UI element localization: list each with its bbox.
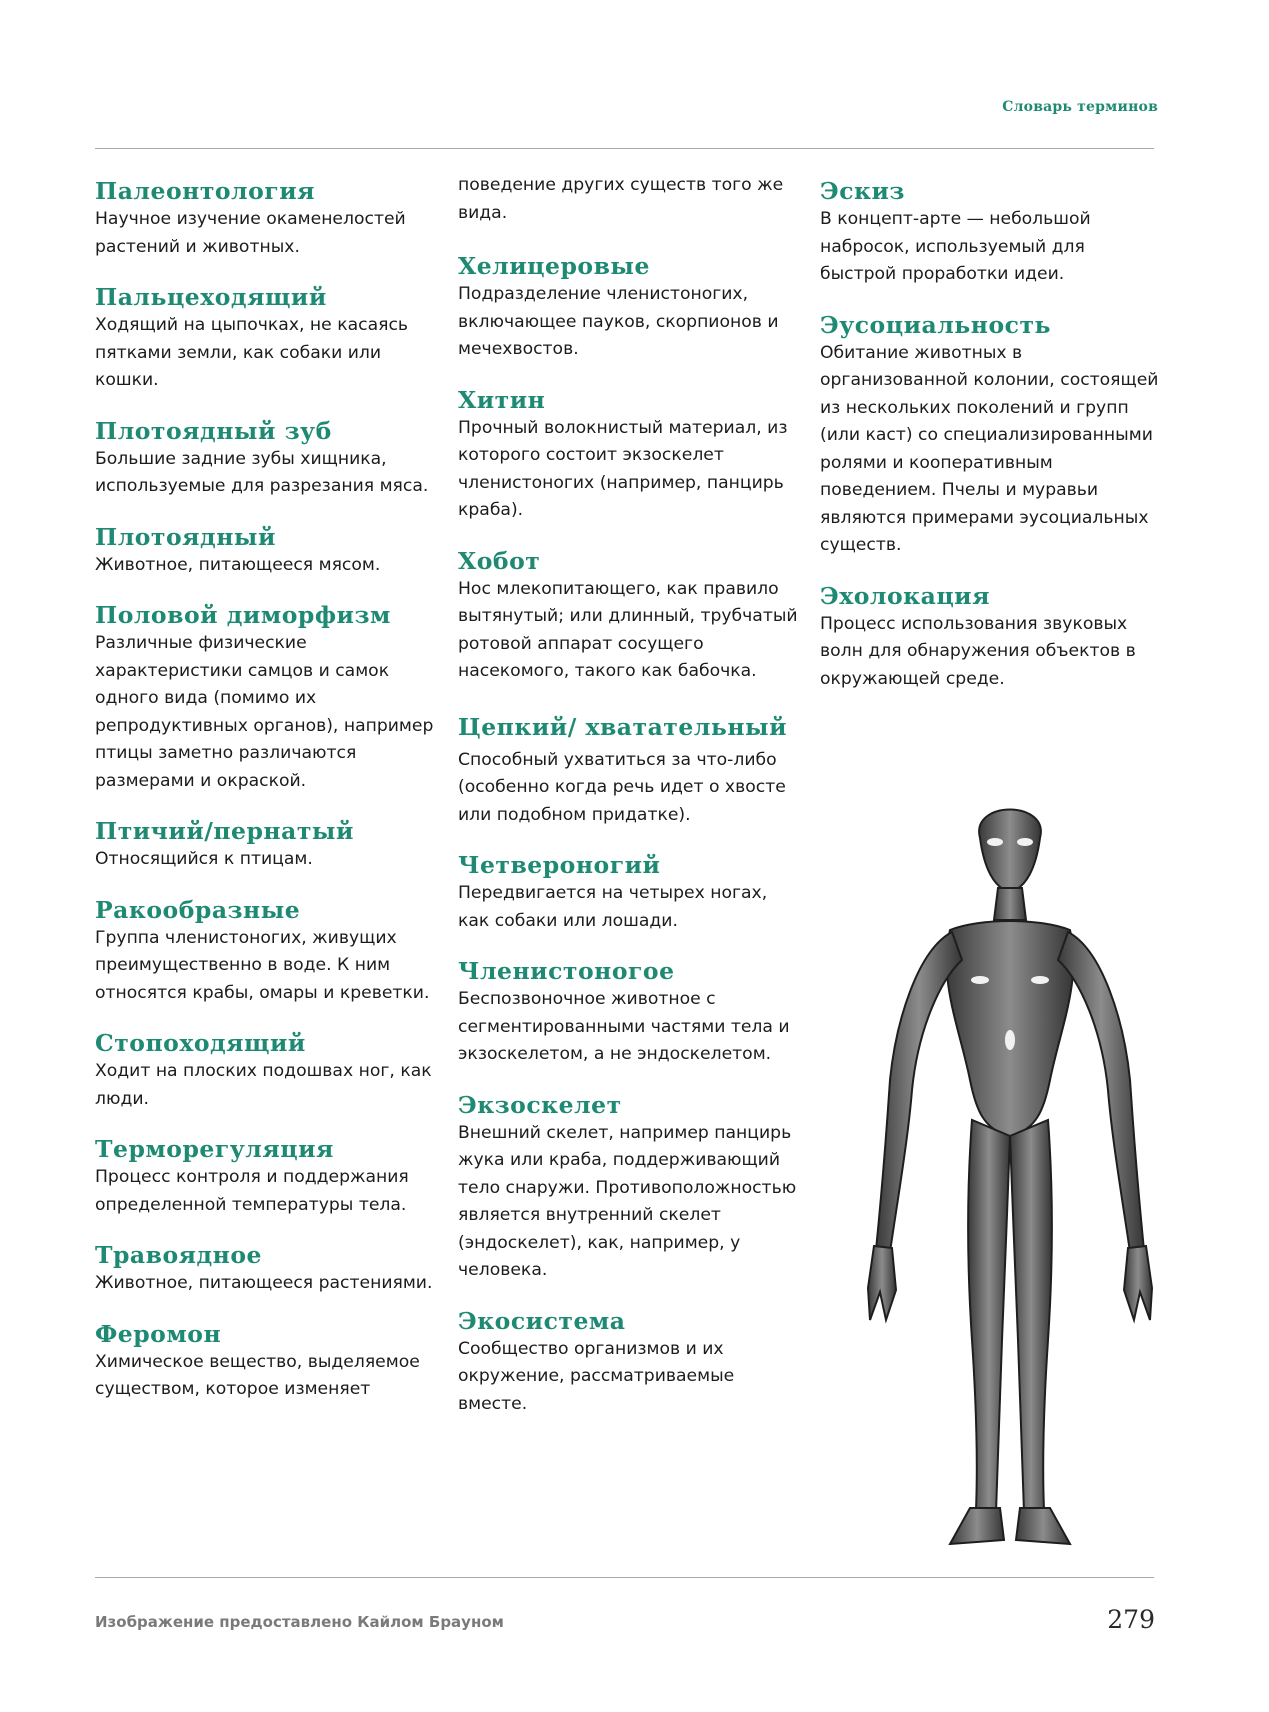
glossary-entry (458, 251, 798, 364)
glossary-entry (95, 522, 435, 580)
running-header: Словарь терминов (1002, 99, 1158, 115)
glossary-term: Эусоциальность (820, 310, 1051, 339)
bottom-rule (95, 1577, 1154, 1578)
glossary-definition: Способный ухватиться за что-либо (особенно когда речь идет о хвосте или подобном придатке). (458, 749, 786, 825)
glossary-term: Палеонтология (95, 177, 315, 205)
glossary-column-3 (820, 176, 1160, 714)
glossary-term: Эскиз (820, 177, 905, 205)
definition-continuation: поведение других существ того же вида. (458, 175, 784, 223)
glossary-term: Стопоходящий (95, 1029, 306, 1057)
glossary-term: Хелицеровые (458, 252, 650, 280)
glossary-entry (458, 1306, 798, 1419)
page-number: 279 (1107, 1605, 1155, 1634)
glossary-term: Плотоядный зуб (95, 416, 332, 445)
glossary-entry (820, 310, 1160, 560)
glossary-term: Травоядное (95, 1241, 262, 1269)
glossary-column-2 (458, 175, 798, 1439)
glossary-entry (458, 956, 798, 1069)
glossary-definition: В концепт-арте — небольшой набросок, используемый для быстрой проработки идеи. (820, 209, 1091, 284)
glossary-definition: Относящийся к птицам. (95, 849, 313, 869)
glossary-term: Экзоскелет (458, 1090, 622, 1119)
glossary-term: Феромон (95, 1319, 222, 1348)
glossary-definition: Беспозвоночное животное с сегментированными частями тела и экзоскелетом, а не эндоскелетом. (458, 989, 790, 1064)
glossary-definition: Нос млекопитающего, как правило вытянутый; или длинный, трубчатый ротовой аппарат сосущего насекомого, такого как бабочка. (458, 578, 798, 681)
glossary-entry (95, 282, 435, 395)
glossary-term: Птичий/пернатый (95, 817, 354, 845)
glossary-definition: Процесс использования звуковых волн для обнаружения объектов в окружающей среде. (820, 613, 1136, 689)
glossary-definition: Различные физические характеристики самцов и самок одного вида (помимо их репродуктивных органов), например птицы заметно различаются размерами и окраской. (95, 633, 434, 791)
glossary-term: Членистоногое (458, 957, 675, 985)
glossary-entry (95, 176, 435, 261)
glossary-entry (95, 1319, 435, 1404)
glossary-definition: Ходящий на цыпочках, не касаясь пятками земли, как собаки или кошки. (95, 315, 409, 390)
glossary-term: Четвероногий (458, 851, 661, 879)
glossary-entry (95, 816, 435, 874)
glossary-definition: Большие задние зубы хищника, используемые для разрезания мяса. (95, 448, 429, 496)
glossary-definition: Подразделение членистоногих, включающее пауков, скорпионов и мечехвостов. (458, 284, 779, 359)
glossary-entry (820, 176, 1160, 289)
glossary-entry (95, 1028, 435, 1113)
glossary-entry (458, 546, 798, 686)
glossary-entry (458, 1090, 798, 1285)
glossary-entry (95, 895, 435, 1008)
glossary-definition: Обитание животных в организованной колонии, состоящей из нескольких поколений и групп (или каст) со специализированными ролями и кооперативным поведением. Пчелы и муравьи являются примерами эусоциальных существ. (820, 342, 1159, 555)
glossary-term: Пальцеходящий (95, 283, 327, 311)
glossary-term: Ракообразные (95, 895, 301, 924)
glossary-definition: Химическое вещество, выделяемое существом, которое изменяет (95, 1351, 420, 1399)
glossary-column-1 (95, 176, 435, 1425)
glossary-term: Хитин (458, 385, 546, 414)
glossary-entry (458, 850, 798, 935)
glossary-entry (458, 385, 798, 525)
glossary-definition: Процесс контроля и поддержания определенной температуры тела. (95, 1167, 409, 1215)
glossary-definition: Внешний скелет, например панцирь жука или краба, поддерживающий тело снаружи. Противоположностью является внутренний скелет (эндоскелет), как, например, у человека. (458, 1122, 797, 1280)
glossary-entry (95, 1134, 435, 1219)
glossary-term: Плотоядный (95, 522, 276, 551)
glossary-definition: Прочный волокнистый материал, из которого состоит экзоскелет членистоногих (например, панцирь краба). (458, 417, 788, 520)
glossary-term: Хобот (458, 546, 541, 575)
glossary-entry (95, 416, 435, 501)
glossary-entry (95, 600, 435, 795)
glossary-definition: Сообщество организмов и их окружение, рассматриваемые вместе. (458, 1338, 735, 1414)
glossary-entry (820, 581, 1160, 694)
alien-creature-illustration (800, 780, 1220, 1570)
top-rule (95, 148, 1154, 149)
glossary-definition: Научное изучение окаменелостей растений и животных. (95, 209, 406, 257)
glossary-definition: Группа членистоногих, живущих преимущественно в воде. К ним относятся крабы, омары и креветки. (95, 927, 430, 1003)
glossary-entry (458, 707, 798, 830)
glossary-term: Экосистема (458, 1306, 626, 1335)
glossary-definition: Ходит на плоских подошвах ног, как люди. (95, 1061, 432, 1109)
glossary-term: Терморегуляция (95, 1135, 334, 1163)
glossary-entry (95, 1240, 435, 1298)
image-credit: Изображение предоставлено Кайлом Брауном (95, 1613, 504, 1631)
glossary-term: Половой диморфизм (95, 601, 391, 629)
glossary-definition: Животное, питающееся мясом. (95, 554, 381, 575)
glossary-term: Цепкий/ хватательный (458, 712, 788, 741)
glossary-definition: Животное, питающееся растениями. (95, 1273, 433, 1293)
glossary-definition: Передвигается на четырех ногах, как собаки или лошади. (458, 883, 768, 931)
glossary-term: Эхолокация (820, 581, 990, 610)
